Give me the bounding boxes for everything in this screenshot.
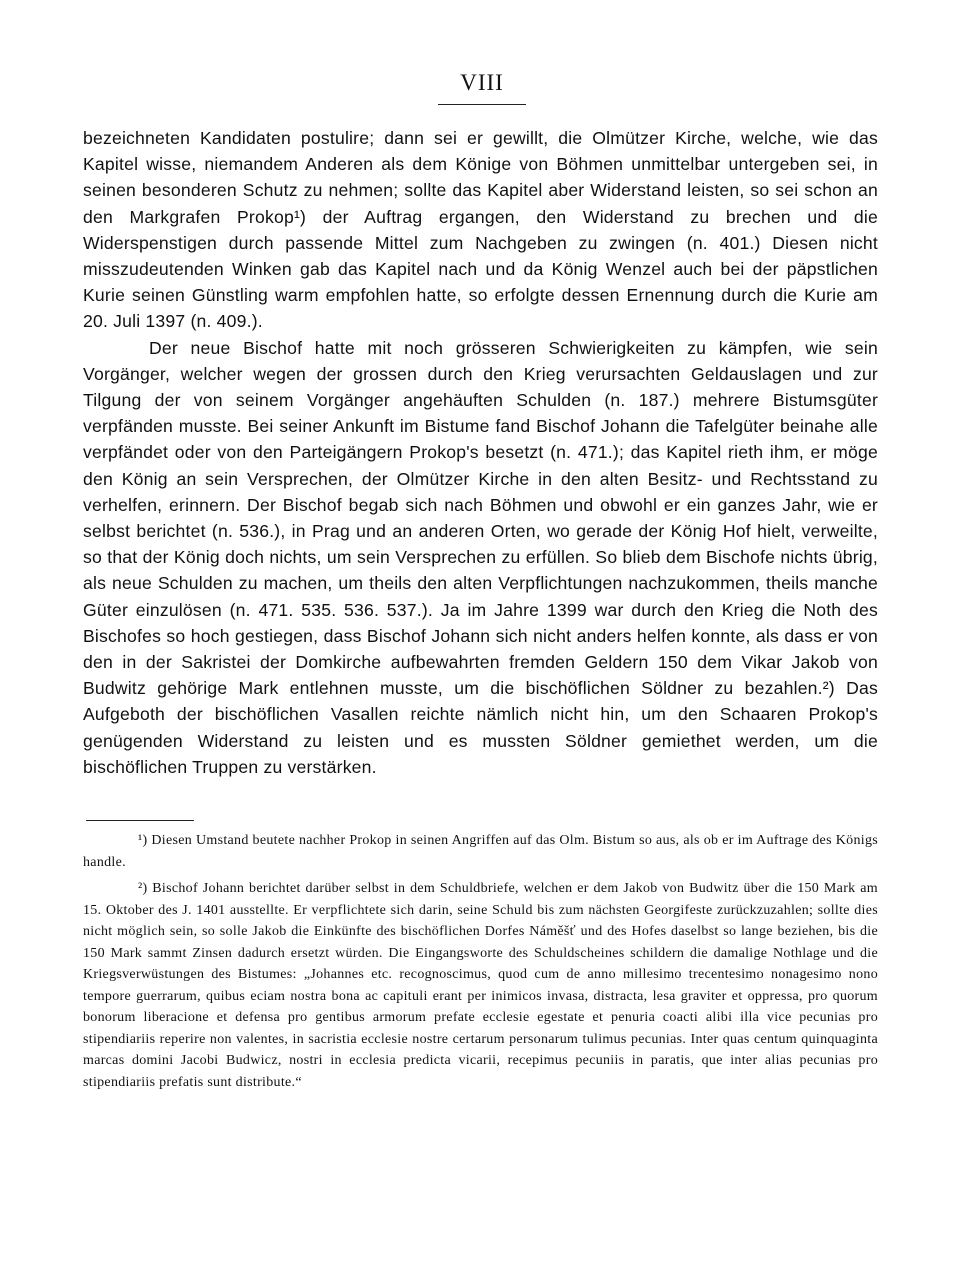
footnote-1: ¹) Diesen Umstand beutete nachher Prokop in seinen Angriffen auf das Olm. Bistum so aus, als ob er im Auftrage des Königs handle. <box>83 833 878 870</box>
footnote-2: ²) Bischof Johann berichtet darüber selbst in dem Schuldbriefe, welchen er dem Jakob von Budwitz über die 150 Mark am 15. Oktober des J. 1401 ausstellte. Er verpflichtete sich darin, seine Schuld bis zum nächsten Georgifeste zurückzuzahlen; sollte dies nicht möglich sein, so solle Jakob die Einkünfte des bischöflichen Dorfes Náměšť und des Hofes daselbst so lange beziehen, bis die 150 Mark sammt Zinsen dadurch ersetzt würden. Die Eingangsworte des Schuldscheines schildern die damalige Nothlage und die Kriegsverwüstungen des Bistumes: „Johannes etc. recognoscimus, quod cum de anno millesimo trecentesimo nonagesimo nono tempore guerrarum, quibus eciam nostra bona ac capituli erant per inimicos invasa, distracta, lesa graviter et oppressa, pro quorum bonorum liberacione et defensa pro gentibus armorum prefate ecclesie egestate et penuria coacti alibi illa vice pecunias pro stipendiariis reperire non valentes, in sacristia ecclesie nostre certarum personarum tulimus pecunias. Inter quas centum quinquaginta marcas domini Jacobi Budwicz, nostri in ecclesia predicta vicarii, recepimus pecuniis in paratis, que inter alias pecunias pro stipendiariis prefatis sunt distribute.“ <box>83 881 878 1090</box>
page-number-rule <box>438 104 526 105</box>
paragraph-2: Der neue Bischof hatte mit noch grösseren Schwierigkeiten zu kämpfen, wie sein Vorgänger, welcher wegen der grossen durch den Krieg verursachten Geldauslagen und zur Tilgung der von seinem Vorgänger angehäuften Schulden (n. 187.) mehrere Bistumsgüter verpfänden musste. Bei seiner Ankunft im Bistume fand Bischof Johann die Tafelgüter beinahe alle verpfändet oder von den Parteigängern Prokop's besetzt (n. 471.); das Kapitel rieth ihm, er möge den König an sein Versprechen, der Olmützer Kirche in den alten Besitz- und Rechtsstand zu verhelfen, erinnern. Der Bischof begab sich nach Böhmen und obwohl er ein ganzes Jahr, wie er selbst berichtet (n. 536.), in Prag und an anderen Orten, wo gerade der König Hof hielt, verweilte, so that der König doch nichts, um sein Versprechen zu erfüllen. So blieb dem Bischofe nichts übrig, als neue Schulden zu machen, um theils den alten Verpflichtungen nachzukommen, theils manche Güter einzulösen (n. 471. 535. 536. 537.). Ja im Jahre 1399 war durch den Krieg die Noth des Bischofes so hoch gestiegen, dass Bischof Johann sich nicht anders helfen konnte, als dass er von den in der Sakristei der Domkirche aufbewahrten fremden Geldern 150 dem Vikar Jakob von Budwitz gehörige Mark entlehnen musste, um die bischöflichen Söldner zu bezahlen.²) Das Aufgeboth der bischöflichen Vasallen reichte nämlich nicht hin, um den Schaaren Prokop's genügenden Widerstand zu leisten und es mussten Söldner gemiethet werden, um die bischöflichen Truppen zu verstärken. <box>83 337 878 777</box>
footnote-divider <box>86 820 194 821</box>
footnotes <box>83 830 878 1098</box>
page-number: VIII <box>460 70 504 95</box>
paragraph-1: bezeichneten Kandidaten postulire; dann sei er gewillt, die Olmützer Kirche, welche, wie das Kapitel wisse, niemandem Anderen als dem Könige von Böhmen unmittelbar untergeben sei, in seinen besonderen Schutz zu nehmen; sollte das Kapitel aber Widerstand leisten, so sei schon an den Markgrafen Prokop¹) der Auftrag ergangen, den Widerstand zu brechen und die Widerspenstigen durch passende Mittel zum Nachgeben zu zwingen (n. 401.) Diesen nicht misszudeutenden Winken gab das Kapitel nach und da König Wenzel auch bei der päpstlichen Kurie seinen Günstling warm empfohlen hatte, so erfolgte dessen Ernennung durch die Kurie am 20. Juli 1397 (n. 409.). <box>83 128 878 332</box>
main-text <box>83 125 878 780</box>
